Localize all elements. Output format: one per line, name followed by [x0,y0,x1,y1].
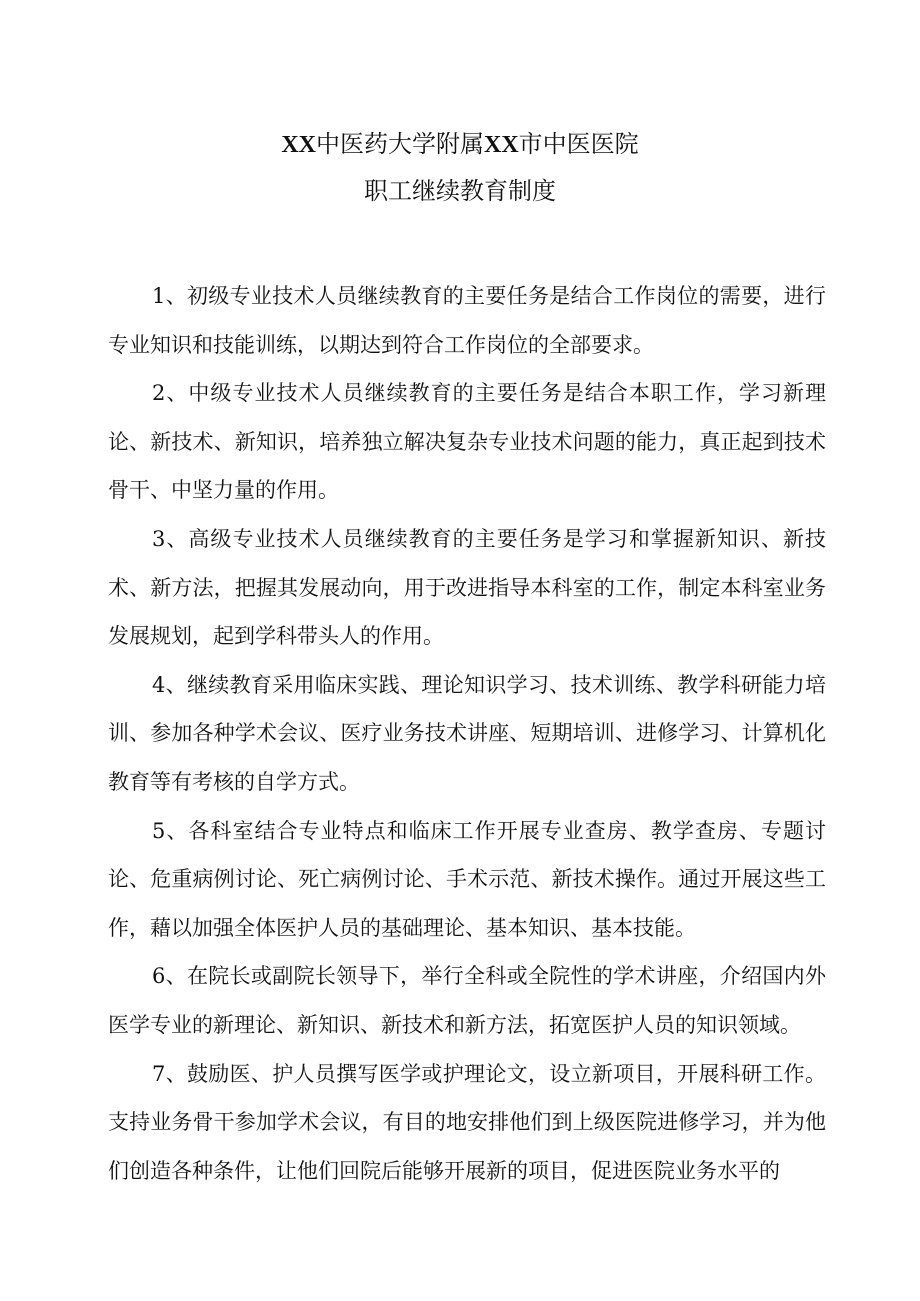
paragraph-3: 3、高级专业技术人员继续教育的主要任务是学习和掌握新知识、新技术、新方法，把握其发展动向，用于改进指导本科室的工作，制定本科室业务发展规划，起到学科带头人的作用。 [108,526,826,649]
title-text-hospital: 市中医医院 [518,130,639,158]
paragraph-7: 7、鼓励医、护人员撰写医学或护理论文，设立新项目，开展科研工作。支持业务骨干参加学术会议，有目的地安排他们到上级医院进修学习，并为他们创造各种条件，让他们回院后能够开展新的项目，促进医院业务水平的 [108,1061,826,1183]
document-subtitle: 职工继续教育制度 [364,177,556,205]
paragraph-5: 5、各科室结合专业特点和临床工作开展专业查房、教学查房、专题讨论、危重病例讨论、死亡病例讨论、手术示范、新技术操作。通过开展这些工作，藉以加强全体医护人员的基础理论、基本知识、基本技能。 [108,818,826,940]
title-text-university: 中医药大学附属 [316,130,484,158]
paragraph-1: 1、初级专业技术人员继续教育的主要任务是结合工作岗位的需要，进行专业知识和技能训练，以期达到符合工作岗位的全部要求。 [108,284,826,357]
paragraph-6: 6、在院长或副院长领导下，举行全科或全院性的学术讲座，介绍国内外医学专业的新理论、新知识、新技术和新方法，拓宽医护人员的知识领域。 [108,964,826,1037]
paragraph-4: 4、继续教育采用临床实践、理论知识学习、技术训练、教学科研能力培训、参加各种学术会议、医疗业务技术讲座、短期培训、进修学习、计算机化教育等有考核的自学方式。 [108,672,826,794]
document-title [0,130,920,159]
paragraph-2: 2、中级专业技术人员继续教育的主要任务是结合本职工作，学习新理论、新技术、新知识，培养独立解决复杂专业技术问题的能力，真正起到技术骨干、中坚力量的作用。 [108,381,826,503]
title-placeholder-xx-1: XX [281,132,316,158]
title-placeholder-xx-2: XX [484,132,519,158]
document-body [108,272,826,1195]
